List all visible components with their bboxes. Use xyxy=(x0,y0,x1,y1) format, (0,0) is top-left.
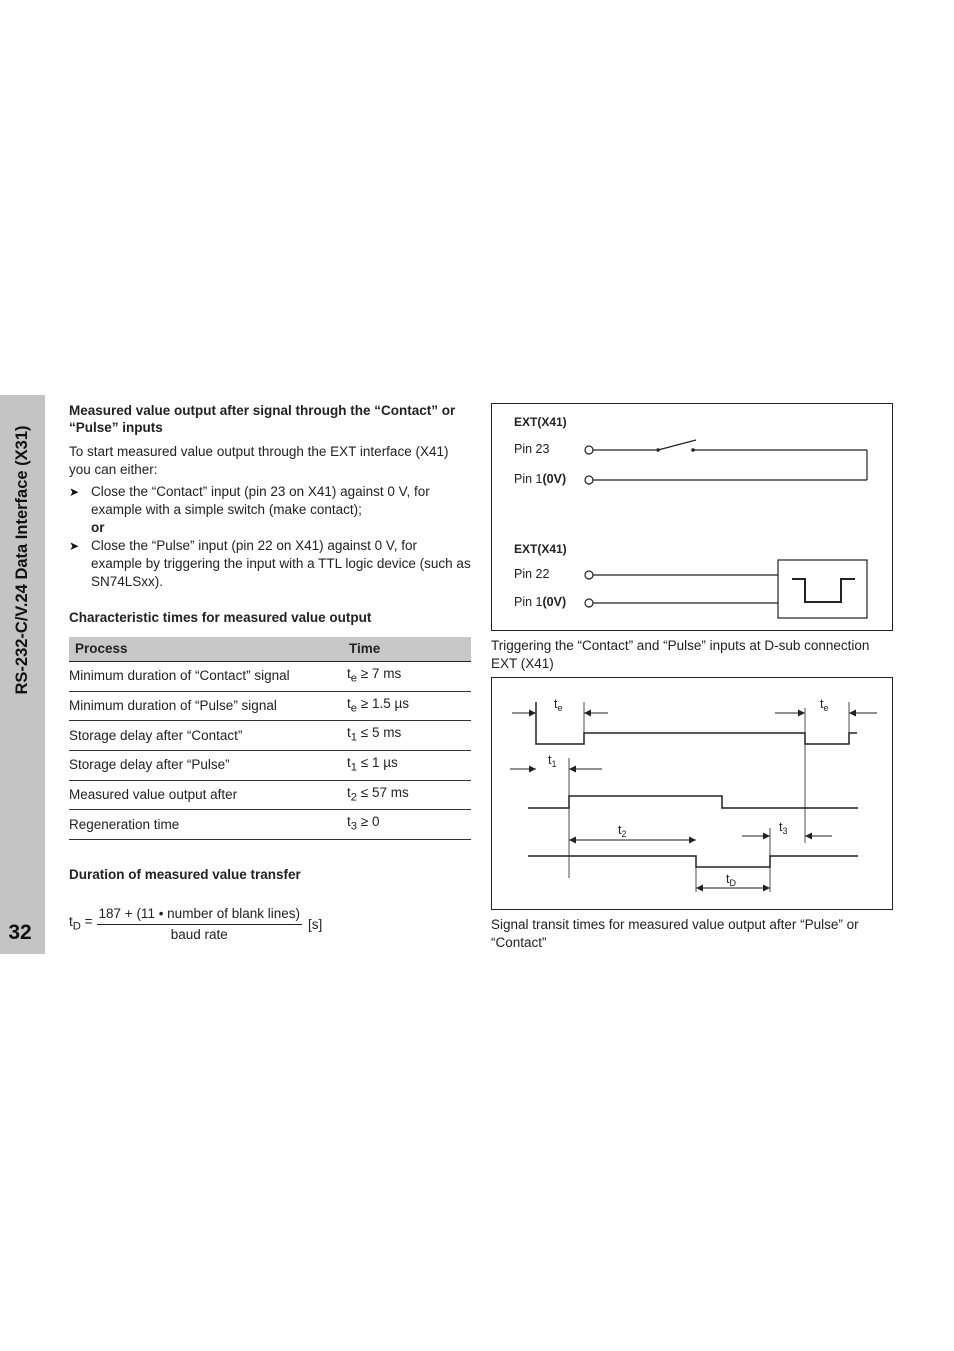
times-table xyxy=(69,637,471,840)
formula-denominator: baud rate xyxy=(170,927,228,943)
pin1-label-contact: Pin 1(0V) xyxy=(514,472,567,486)
table-header-row xyxy=(69,637,471,662)
header-process: Process xyxy=(69,637,343,662)
bullet-contact xyxy=(69,483,471,519)
table-row xyxy=(69,662,471,692)
time-cell: $t_3 \ge 0$ xyxy=(343,810,471,840)
time-cell: $t_2 \le 57$ ms xyxy=(343,780,471,810)
time-cell: $t_1 \le 5$ ms xyxy=(343,721,471,751)
process-cell: Minimum duration of “Pulse” signal xyxy=(69,691,343,721)
table-row xyxy=(69,780,471,810)
bullet-text: Close the “Pulse” input (pin 22 on X41) against 0 V, for example by triggering the input with a TTL logic device (such as SN74LSxx). xyxy=(91,538,471,589)
page-number: 32 xyxy=(8,921,32,944)
pin22-label: Pin 22 xyxy=(514,567,550,581)
formula-numerator: 187 + (11 • number of blank lines) xyxy=(97,905,302,925)
table-row xyxy=(69,751,471,781)
process-cell: Regeneration time xyxy=(69,810,343,840)
process-cell: Measured value output after xyxy=(69,780,343,810)
timing-caption: Signal transit times for measured value output after “Pulse” or “Contact” xyxy=(491,917,859,950)
table-row xyxy=(69,721,471,751)
left-column xyxy=(69,402,471,944)
pin1-terminal-pulse xyxy=(585,599,593,607)
pin23-label: Pin 23 xyxy=(514,442,550,456)
duration-formula xyxy=(69,905,471,944)
pin1-terminal-contact xyxy=(585,476,593,484)
formula-unit: [s] xyxy=(308,916,323,932)
pin1-label-pulse: Pin 1(0V) xyxy=(514,595,567,609)
or-label: or xyxy=(91,520,105,535)
process-cell: Storage delay after “Contact” xyxy=(69,721,343,751)
timing-diagram-svg xyxy=(492,678,892,909)
td-label: $t_D$ xyxy=(726,872,736,888)
bullet-text: Close the “Contact” input (pin 23 on X41) against 0 V, for example with a simple switch (make contact); xyxy=(91,484,430,517)
formula-lhs: $t_D$ = xyxy=(69,914,93,933)
duration-heading: Duration of measured value transfer xyxy=(69,867,301,883)
time-cell: $t_1 \le 1$ µs xyxy=(343,751,471,781)
te-label-right: $t_e$ xyxy=(820,697,829,713)
t2-label: $t_2$ xyxy=(618,823,627,839)
times-heading: Characteristic times for measured value output xyxy=(69,610,372,625)
process-cell: Storage delay after “Pulse” xyxy=(69,751,343,781)
t3-label: $t_3$ xyxy=(779,820,788,836)
table-row xyxy=(69,810,471,840)
intro-paragraph: To start measured value output through the EXT interface (X41) you can either: xyxy=(69,444,449,477)
table-row xyxy=(69,691,471,721)
formula-fraction xyxy=(97,905,302,944)
output-signal-trace xyxy=(528,856,858,867)
process-cell: Minimum duration of “Contact” signal xyxy=(69,662,343,692)
pin22-terminal xyxy=(585,571,593,579)
t1-label: $t_1$ xyxy=(548,753,557,769)
timing-diagram xyxy=(491,677,893,910)
time-cell: $t_e \ge 7$ ms xyxy=(343,662,471,692)
ext-label-pulse: EXT(X41) xyxy=(514,542,567,556)
pin23-terminal xyxy=(585,446,593,454)
arrow-bullet-icon: ➤ xyxy=(69,539,80,553)
wiring-diagram-svg xyxy=(492,404,892,630)
ttl-device-box xyxy=(778,560,867,618)
header-time: Time xyxy=(343,637,471,662)
arrow-bullet-icon: ➤ xyxy=(69,485,80,499)
section-heading: Measured value output after signal through the “Contact” or “Pulse” inputs xyxy=(69,403,456,435)
te-label-left: $t_e$ xyxy=(554,697,563,713)
switch-lever xyxy=(658,440,696,450)
wiring-diagram xyxy=(491,403,893,631)
time-cell: $t_e \ge 1.5$ µs xyxy=(343,691,471,721)
bullet-pulse xyxy=(69,537,471,591)
storage-signal-trace xyxy=(528,796,858,808)
ext-label-contact: EXT(X41) xyxy=(514,415,567,429)
wiring-caption: Triggering the “Contact” and “Pulse” inputs at D-sub connection EXT (X41) xyxy=(491,638,870,671)
chapter-title: RS-232-C/V.24 Data Interface (X31) xyxy=(13,425,31,695)
